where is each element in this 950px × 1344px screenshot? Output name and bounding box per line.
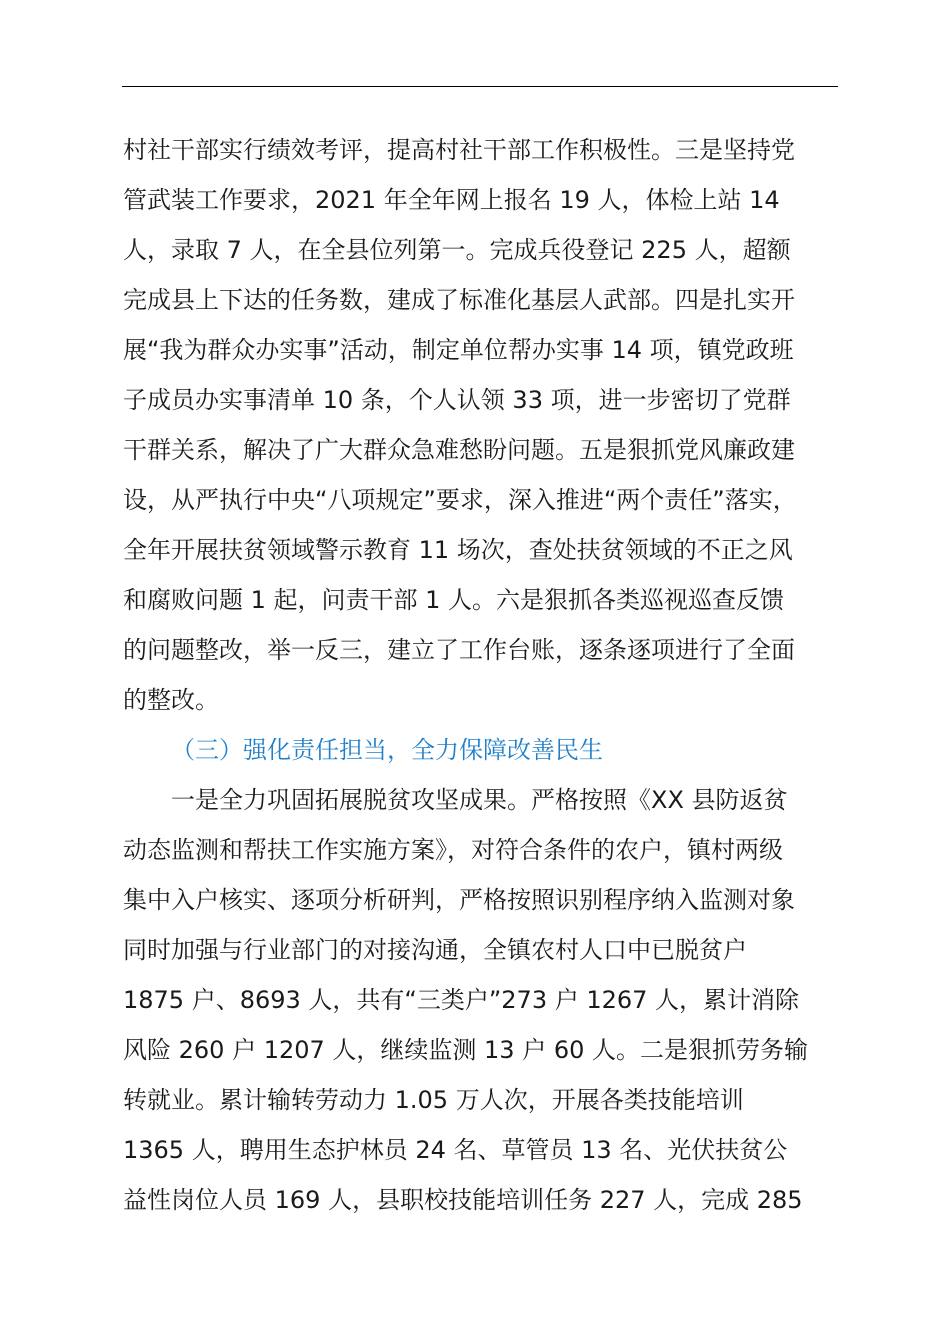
text-line: 益性岗位人员 169 人，县职校技能培训任务 227 人，完成 285 bbox=[123, 1186, 803, 1214]
text-line: 的问题整改，举一反三，建立了工作台账，逐条逐项进行了全面 bbox=[123, 636, 795, 664]
text-line: 集中入户核实、逐项分析研判，严格按照识别程序纳入监测对象 bbox=[123, 886, 795, 914]
document-body bbox=[123, 125, 863, 1225]
text-line: 风险 260 户 1207 人，继续监测 13 户 60 人。二是狠抓劳务输 bbox=[123, 1036, 808, 1064]
text-line: 同时加强与行业部门的对接沟通，全镇农村人口中已脱贫户 bbox=[123, 936, 747, 964]
header-rule bbox=[122, 86, 838, 87]
text-line: 完成县上下达的任务数，建成了标准化基层人武部。四是扎实开 bbox=[123, 286, 795, 314]
text-line: 设，从严执行中央“八项规定”要求，深入推进“两个责任”落实， bbox=[123, 486, 797, 514]
text-line: 1875 户、8693 人，共有“三类户”273 户 1267 人，累计消除 bbox=[123, 986, 800, 1014]
text-line: 的整改。 bbox=[123, 686, 219, 714]
text-line: 转就业。累计输转劳动力 1.05 万人次，开展各类技能培训 bbox=[123, 1086, 744, 1114]
text-line: 村社干部实行绩效考评，提高村社干部工作积极性。三是坚持党 bbox=[123, 136, 795, 164]
text-line: 干群关系，解决了广大群众急难愁盼问题。五是狠抓党风廉政建 bbox=[123, 436, 795, 464]
text-line: 1365 人，聘用生态护林员 24 名、草管员 13 名、光伏扶贫公 bbox=[123, 1136, 788, 1164]
text-line: 管武装工作要求，2021 年全年网上报名 19 人，体检上站 14 bbox=[123, 186, 780, 214]
text-line: 子成员办实事清单 10 条，个人认领 33 项，进一步密切了党群 bbox=[123, 386, 791, 414]
text-line: 一是全力巩固拓展脱贫攻坚成果。严格按照《XX 县防返贫 bbox=[171, 786, 788, 814]
text-line: 动态监测和帮扶工作实施方案》，对符合条件的农户，镇村两级 bbox=[123, 836, 783, 864]
text-line: 和腐败问题 1 起，问责干部 1 人。六是狠抓各类巡视巡查反馈 bbox=[123, 586, 785, 614]
text-line: 全年开展扶贫领域警示教育 11 场次，查处扶贫领域的不正之风 bbox=[123, 536, 793, 564]
text-line: 人，录取 7 人，在全县位列第一。完成兵役登记 225 人，超额 bbox=[123, 236, 791, 264]
section-heading: （三）强化责任担当，全力保障改善民生 bbox=[171, 736, 603, 764]
text-line: 展“我为群众办实事”活动，制定单位帮办实事 14 项，镇党政班 bbox=[123, 336, 794, 364]
